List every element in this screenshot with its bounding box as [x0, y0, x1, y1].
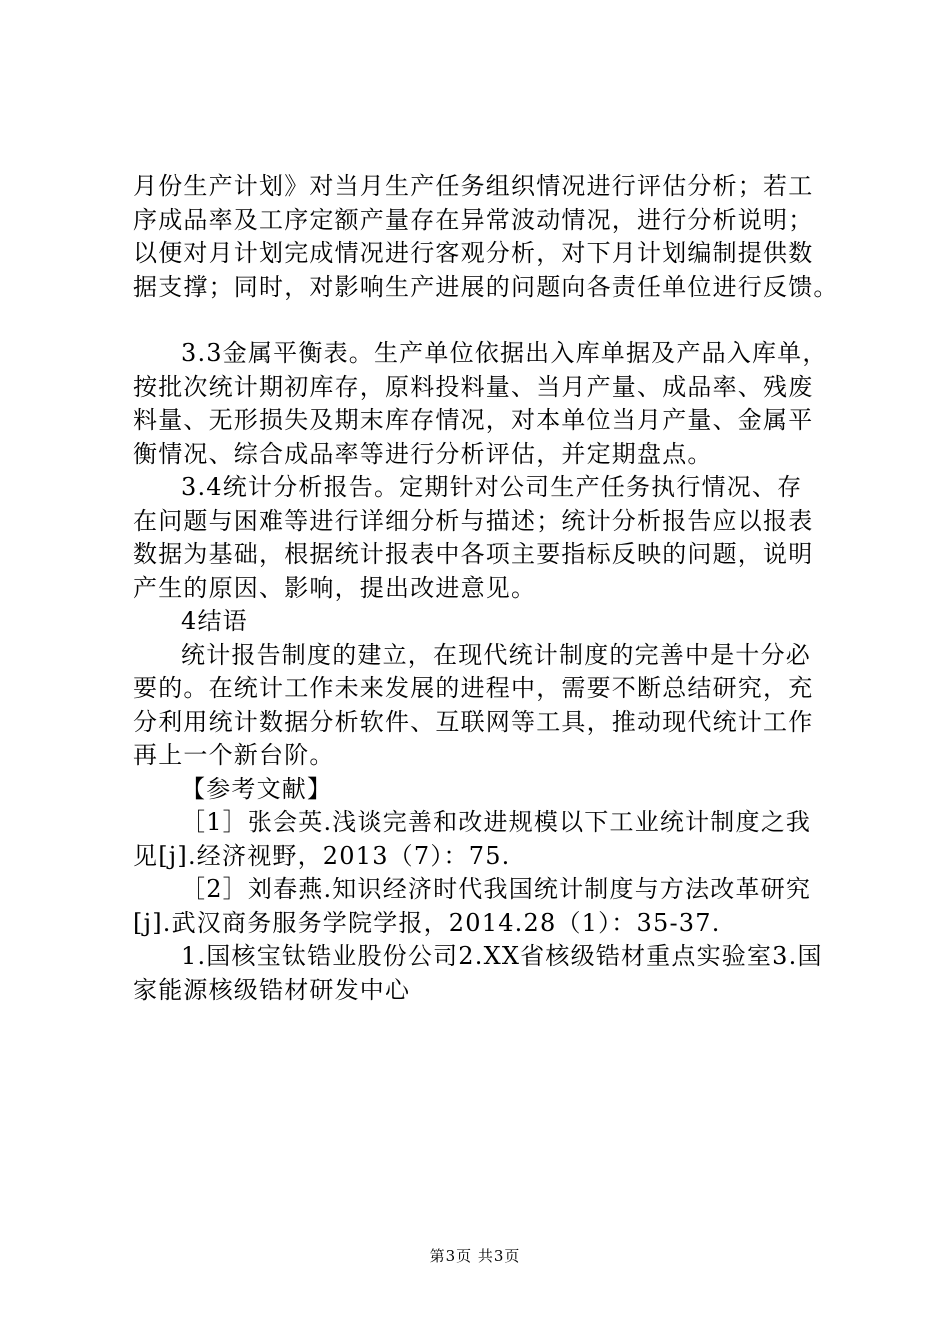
- text-line: 要的。在统计工作未来发展的进程中，需要不断总结研究，充: [133, 674, 814, 702]
- text-line: 分利用统计数据分析软件、互联网等工具，推动现代统计工作: [133, 707, 814, 736]
- text-line: 衡情况、综合成品率等进行分析评估，并定期盘点。: [133, 439, 713, 468]
- text-line: 3.3金属平衡表。生产单位依据出入库单据及产品入库单，: [181, 339, 828, 367]
- text-line: ［1］张会英.浅谈完善和改进规模以下工业统计制度之我: [181, 808, 812, 836]
- paragraph-conclusion: [133, 639, 848, 773]
- page-number-footer: 第3页 共3页: [429, 1247, 521, 1265]
- text-line: 统计报告制度的建立，在现代统计制度的完善中是十分必: [181, 640, 811, 669]
- text-line: 按批次统计期初库存，原料投料量、当月产量、成品率、残废: [133, 372, 814, 401]
- paragraph-metal-balance: [133, 337, 848, 471]
- author-affiliations: [133, 940, 848, 1007]
- reference-item-1: [133, 806, 848, 873]
- references-heading: [133, 773, 848, 807]
- paragraph-production-plan: [133, 170, 848, 304]
- section-heading-conclusion: [133, 605, 848, 639]
- text-line: 4结语: [181, 607, 248, 635]
- text-line: [j].武汉商务服务学院学报，2014.28（1）：35-37.: [133, 908, 721, 937]
- text-line: 在问题与困难等进行详细分析与描述；统计分析报告应以报表: [133, 506, 814, 535]
- text-line: 1.国核宝钛锆业股份公司2.XX省核级锆材重点实验室3.国: [181, 942, 823, 970]
- text-line: 料量、无形损失及期末库存情况，对本单位当月产量、金属平: [133, 406, 814, 434]
- text-line: ［2］刘春燕.知识经济时代我国统计制度与方法改革研究: [181, 875, 812, 903]
- text-line: 数据为基础，根据统计报表中各项主要指标反映的问题，说明: [133, 540, 814, 568]
- text-line: 以便对月计划完成情况进行客观分析，对下月计划编制提供数: [133, 239, 814, 267]
- text-line: 据支撑；同时，对影响生产进展的问题向各责任单位进行反馈。: [133, 272, 839, 301]
- text-line: 月份生产计划》对当月生产任务组织情况进行评估分析；若工: [133, 172, 814, 200]
- text-line: 【参考文献】: [181, 774, 333, 803]
- reference-item-2: [133, 873, 848, 940]
- text-line: 见[j].经济视野，2013（7）：75.: [133, 841, 511, 870]
- text-line: 3.4统计分析报告。定期针对公司生产任务执行情况、存: [181, 473, 803, 501]
- paragraph-statistical-report: [133, 471, 848, 605]
- document-body: [133, 170, 848, 1007]
- text-line: 序成品率及工序定额产量存在异常波动情况，进行分析说明；: [133, 205, 814, 234]
- text-line: 产生的原因、影响，提出改进意见。: [133, 573, 537, 602]
- text-line: 家能源核级锆材研发中心: [133, 975, 411, 1004]
- text-line: 再上一个新台阶。: [133, 741, 335, 769]
- paragraph-gap: [133, 304, 848, 337]
